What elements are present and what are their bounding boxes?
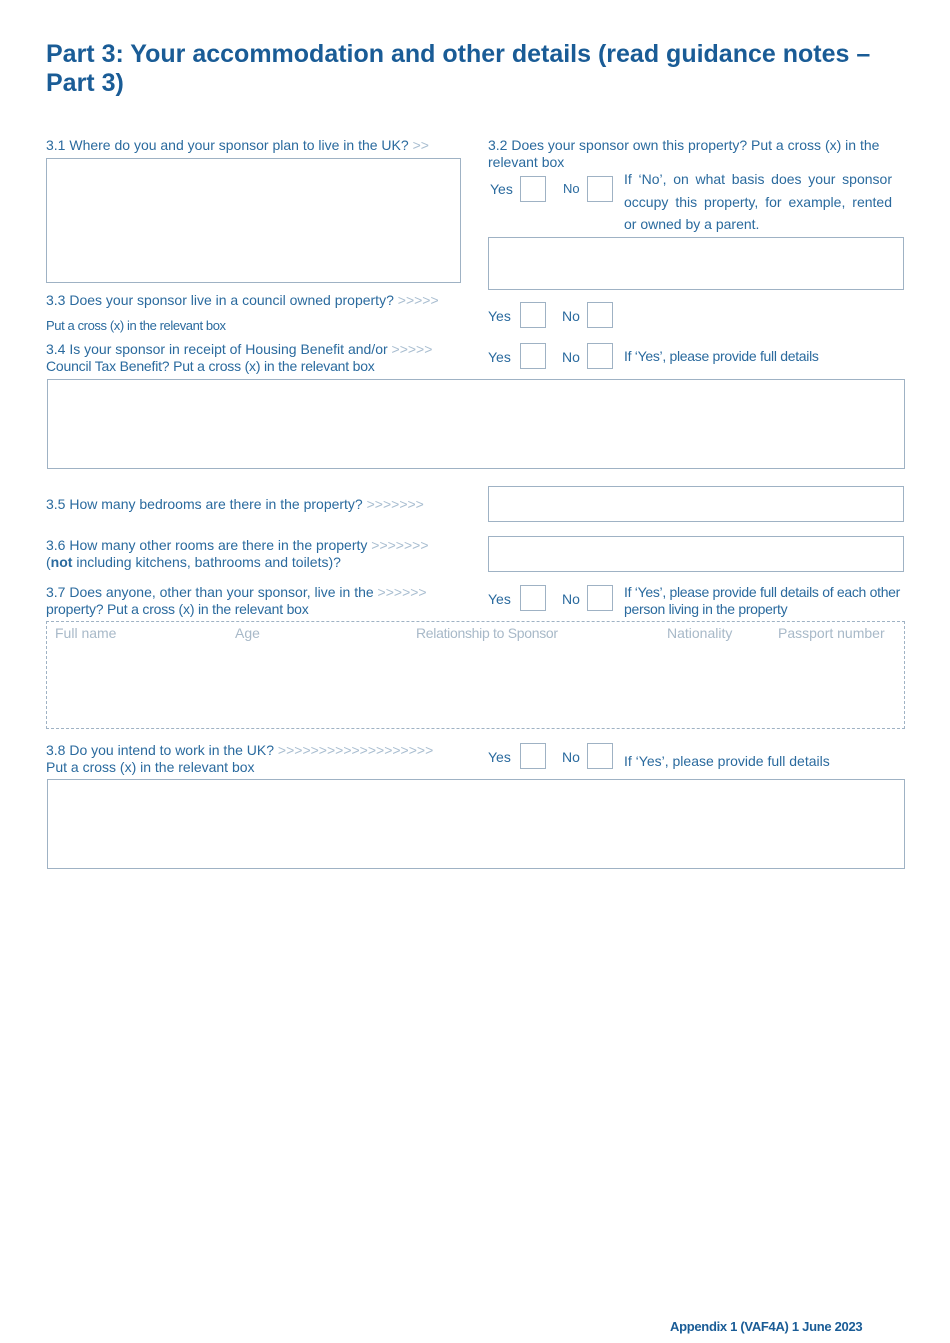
q3-7-no-checkbox[interactable] <box>587 585 613 611</box>
q3-2-yes-label: Yes <box>490 181 513 197</box>
q3-7-yes-checkbox[interactable] <box>520 585 546 611</box>
q3-8-no-label: No <box>562 749 580 765</box>
question-3-3 <box>46 292 476 309</box>
answer-3-1-field[interactable] <box>46 158 461 283</box>
q3-8-yes-checkbox[interactable] <box>520 743 546 769</box>
answer-3-8-details-field[interactable] <box>47 779 905 869</box>
column-relationship: Relationship to Sponsor <box>416 625 558 641</box>
question-3-7-line1: 3.7 Does anyone, other than your sponsor, live in the <box>46 584 374 600</box>
question-3-2-text: 3.2 Does your sponsor own this property? Put a cross (x) in the relevant box <box>488 137 880 170</box>
question-3-4-arrows: >>>>> <box>391 341 433 357</box>
column-age: Age <box>235 625 260 641</box>
question-3-6-open: ( <box>46 554 51 570</box>
question-3-8-line1: 3.8 Do you intend to work in the UK? <box>46 742 275 758</box>
question-3-8 <box>46 742 476 759</box>
question-3-6 <box>46 537 476 554</box>
q3-2-yes-checkbox[interactable] <box>520 176 546 202</box>
question-3-6-line2 <box>46 554 476 571</box>
q3-2-if-no-text: If ‘No’, on what basis does your sponsor occupy this property, for example, rented or owned by a parent. <box>624 171 892 232</box>
question-3-3-sub: Put a cross (x) in the relevant box <box>46 318 226 333</box>
q3-4-no-checkbox[interactable] <box>587 343 613 369</box>
q3-7-if-yes-text: If ‘Yes’, please provide full details of each other person living in the property <box>624 584 901 617</box>
answer-3-5-bedrooms-field[interactable] <box>488 486 904 522</box>
question-3-8-arrows: >>>>>>>>>>>>>>>>>>> <box>277 742 434 758</box>
question-3-3-text: 3.3 Does your sponsor live in a council owned property? <box>46 292 394 308</box>
question-3-7-line2: property? Put a cross (x) in the relevant box <box>46 601 309 617</box>
column-full-name: Full name <box>55 625 117 641</box>
question-3-5 <box>46 496 476 513</box>
q3-7-no-label: No <box>562 591 580 607</box>
question-3-6-text: 3.6 How many other rooms are there in the property <box>46 537 368 553</box>
answer-3-6-rooms-field[interactable] <box>488 536 904 572</box>
question-3-1-arrows: >> <box>412 137 429 153</box>
answer-3-2-basis-field[interactable] <box>488 237 904 290</box>
column-nationality: Nationality <box>667 625 733 641</box>
column-passport-number: Passport number <box>778 625 885 641</box>
other-occupants-table[interactable] <box>46 621 905 729</box>
question-3-5-text: 3.5 How many bedrooms are there in the property? <box>46 496 363 512</box>
footer-reference: Appendix 1 (VAF4A) 1 June 2023 <box>670 1319 863 1334</box>
q3-2-no-label: No <box>563 181 580 196</box>
question-3-8-line2: Put a cross (x) in the relevant box <box>46 759 255 775</box>
q3-3-no-label: No <box>562 308 580 324</box>
q3-8-yes-label: Yes <box>488 749 511 765</box>
question-3-7 <box>46 584 476 601</box>
page-title: Part 3: Your accommodation and other details (read guidance notes – Part 3) <box>46 40 871 97</box>
q3-3-yes-label: Yes <box>488 308 511 324</box>
q3-4-yes-label: Yes <box>488 349 511 365</box>
q3-8-no-checkbox[interactable] <box>587 743 613 769</box>
q3-2-no-checkbox[interactable] <box>587 176 613 202</box>
question-3-4 <box>46 341 476 358</box>
q3-4-if-yes-text: If ‘Yes’, please provide full details <box>624 348 819 364</box>
q3-4-no-label: No <box>562 349 580 365</box>
question-3-4-line2: Council Tax Benefit? Put a cross (x) in the relevant box <box>46 358 375 374</box>
answer-3-4-details-field[interactable] <box>47 379 905 469</box>
question-3-6-arrows: >>>>>>> <box>371 537 429 553</box>
question-3-7-arrows: >>>>>> <box>377 584 427 600</box>
q3-7-yes-label: Yes <box>488 591 511 607</box>
question-3-3-arrows: >>>>> <box>397 292 439 308</box>
question-3-6-rest: including kitchens, bathrooms and toilets)? <box>72 554 341 570</box>
question-3-6-bold: not <box>50 554 73 570</box>
question-3-5-arrows: >>>>>>> <box>366 496 424 512</box>
q3-8-if-yes-text: If ‘Yes’, please provide full details <box>624 753 830 769</box>
q3-3-no-checkbox[interactable] <box>587 302 613 328</box>
q3-4-yes-checkbox[interactable] <box>520 343 546 369</box>
question-3-1 <box>46 137 466 154</box>
q3-3-yes-checkbox[interactable] <box>520 302 546 328</box>
question-3-1-text: 3.1 Where do you and your sponsor plan to live in the UK? <box>46 137 409 153</box>
question-3-4-line1: 3.4 Is your sponsor in receipt of Housing Benefit and/or <box>46 341 388 357</box>
